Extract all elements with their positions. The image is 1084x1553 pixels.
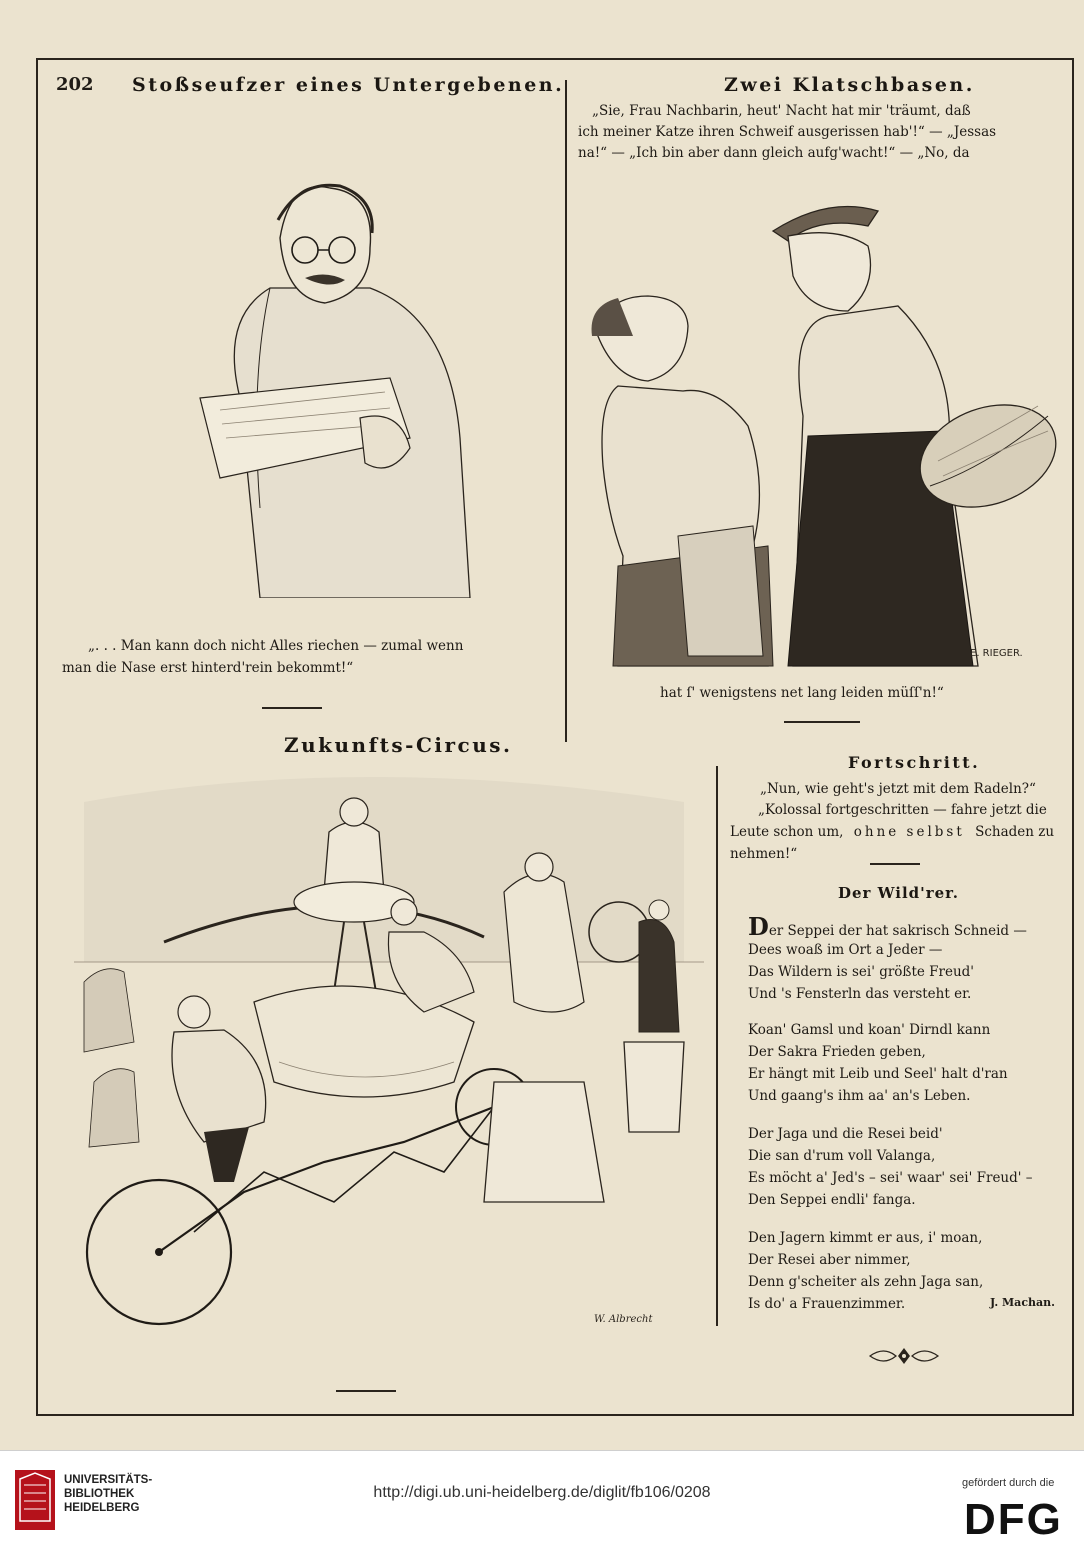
dfg-logo: DFG — [964, 1495, 1063, 1544]
fortschritt-line-3 — [730, 822, 1076, 842]
footer-bar — [0, 1450, 1084, 1553]
poem-initial: D — [748, 912, 769, 941]
title-fortschritt: Fortschritt. — [848, 753, 981, 772]
poem-line-1: Der Seppei der hat sakrisch Schneid — — [748, 912, 1027, 941]
klatschbasen-line-4: hat ſ' wenigstens net lang leiden müſſ'n!“ — [660, 685, 944, 701]
separator-bottom-left — [336, 1390, 396, 1392]
title-zukunfts-circus: Zukunfts-Circus. — [284, 733, 513, 757]
poem-line-6: Der Sakra Frieden geben, — [748, 1044, 926, 1060]
circus-signature: W. Albrecht — [594, 1314, 653, 1325]
ornament-flourish — [866, 1344, 942, 1368]
poem-line-14: Der Resei aber nimmer, — [748, 1252, 911, 1268]
klatschbasen-line-1: „Sie, Frau Nachbarin, heut' Nacht hat mir 'träumt, daß — [592, 103, 971, 119]
stossseufzer-caption-line-2: man die Nase erst hinterd'rein bekommt!“ — [62, 660, 354, 676]
separator-fortschritt — [870, 863, 920, 865]
library-line-1: UNIVERSITÄTS- — [64, 1474, 153, 1486]
illustration-circus-tandem — [64, 762, 704, 1342]
stossseufzer-caption-line-1: „. . . Man kann doch nicht Alles riechen — zumal wenn — [88, 638, 464, 654]
fortschritt-line-2: „Kolossal fortgeschritten — fahre jetzt die — [758, 802, 1047, 818]
poem-line-16: Is do' a Frauenzimmer. — [748, 1296, 906, 1312]
poem-line-5: Koan' Gamsl und koan' Dirndl kann — [748, 1022, 991, 1038]
illustration-two-women — [578, 186, 1074, 670]
title-klatschbasen: Zwei Klatschbasen. — [724, 74, 975, 96]
poem-line-15: Denn g'scheiter als zehn Jaga san, — [748, 1274, 984, 1290]
fortschritt-line-1: „Nun, wie geht's jetzt mit dem Radeln?“ — [760, 781, 1036, 797]
poem-author: J. Machan. — [990, 1296, 1055, 1309]
funded-by-label: gefördert durch die — [962, 1477, 1055, 1489]
page-number: 202 — [56, 74, 94, 95]
illustration-man-reading — [160, 178, 480, 598]
separator-left-top — [262, 707, 322, 709]
library-line-2: BIBLIOTHEK — [64, 1488, 135, 1500]
fortschritt-line-4: nehmen!“ — [730, 846, 798, 862]
column-divider-bottom — [716, 766, 718, 1326]
poem-line-9: Der Jaga und die Resei beid' — [748, 1126, 943, 1142]
klatschbasen-line-2: ich meiner Katze ihren Schweif ausgerissen hab'!“ — „Jessas — [578, 124, 997, 140]
poem-line-8: Und gaang's ihm aa' an's Leben. — [748, 1088, 971, 1104]
title-stossseufzer: Stoßseufzer eines Untergebenen. — [132, 74, 565, 96]
poem-line-7: Er hängt mit Leib und Seel' halt d'ran — [748, 1066, 1008, 1082]
fortschritt-line-3b: ohne selbst — [853, 824, 965, 840]
fortschritt-line-3c: Schaden zu — [975, 824, 1055, 840]
title-wildrer: Der Wild'rer. — [838, 884, 959, 902]
library-line-3: HEIDELBERG — [64, 1502, 140, 1514]
poem-line-10: Die san d'rum voll Valanga, — [748, 1148, 936, 1164]
poem-line-13: Den Jagern kimmt er aus, i' moan, — [748, 1230, 983, 1246]
column-divider-top — [565, 80, 567, 742]
separator-right-top — [784, 721, 860, 723]
poem-line-12: Den Seppei endli' fanga. — [748, 1192, 916, 1208]
fortschritt-line-3a: Leute schon um, — [730, 824, 844, 840]
poem-line-4: Und 's Fensterln das versteht er. — [748, 986, 972, 1002]
poem-line-3: Das Wildern is sei' größte Freud' — [748, 964, 975, 980]
poem-line-2: Dees woaß im Ort a Jeder — — [748, 942, 943, 958]
klatschbasen-signature: E. RIEGER. — [970, 648, 1023, 659]
poem-line-11: Es möcht a' Jed's – sei' waar' sei' Freud' – — [748, 1170, 1033, 1186]
klatschbasen-line-3: na!“ — „Ich bin aber dann gleich aufg'wacht!“ — „No, da — [578, 145, 970, 161]
permalink-url[interactable]: http://digi.ub.uni-heidelberg.de/diglit/fb106/0208 — [373, 1484, 711, 1501]
